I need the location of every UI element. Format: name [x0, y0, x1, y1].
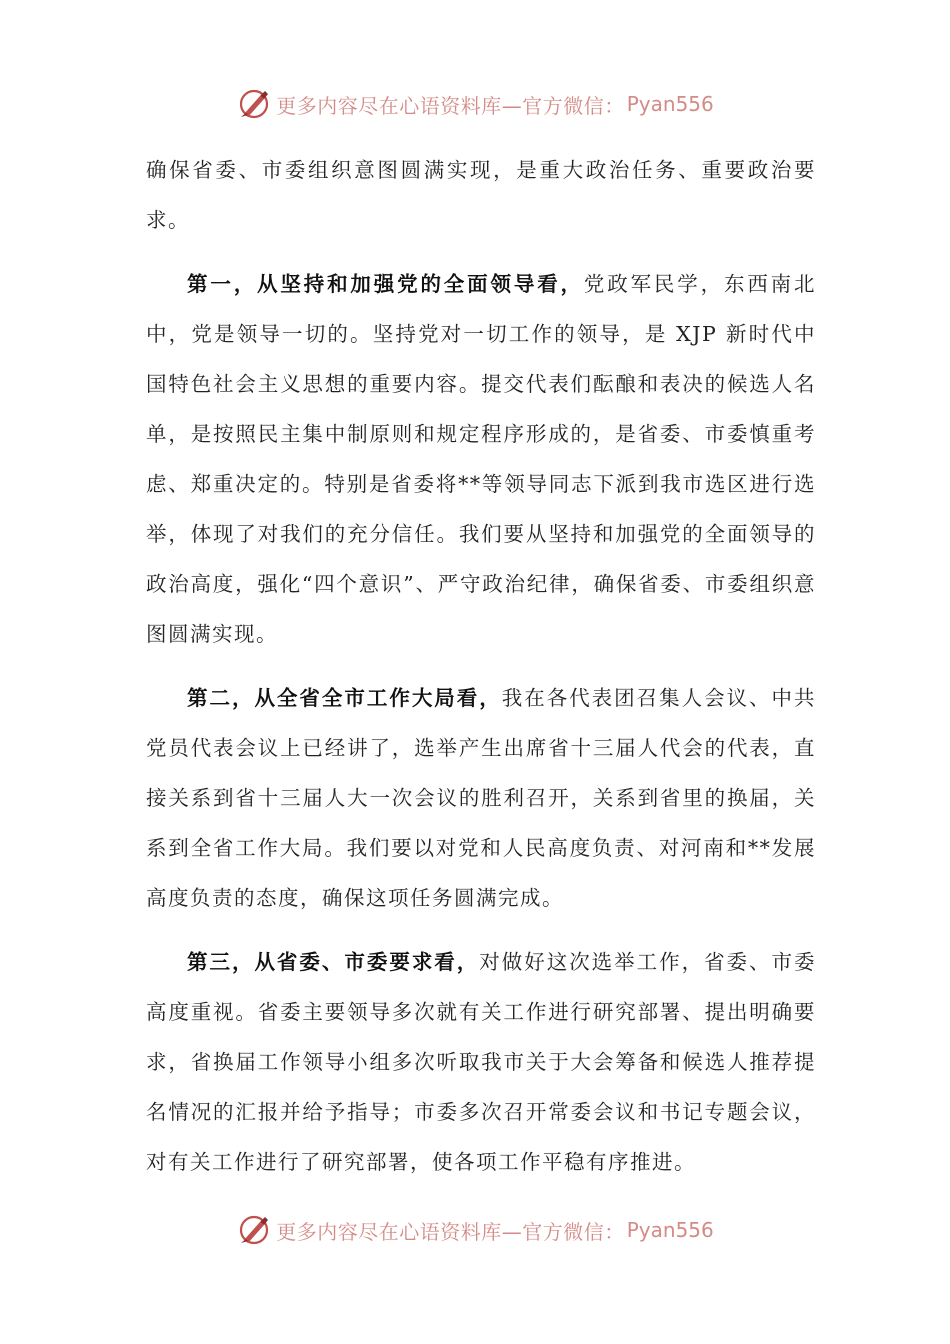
- wechat-id: Pyan556: [626, 92, 714, 116]
- banner-text: 更多内容尽在心语资料库—官方微信：: [276, 93, 625, 118]
- paragraph-intro: [146, 145, 816, 245]
- paragraph-third: [146, 937, 816, 1187]
- header-watermark-banner: [0, 84, 950, 124]
- paragraph-text: 党政军民学，东西南北中，党是领导一切的。坚持党对一切工作的领导，是 XJP 新时代中国特色社会主义思想的重要内容。提交代表们酝酿和表决的候选人名单，是按照民主集中制原则和规定程序形成的，是省委、市委慎重考虑、郑重决定的。特别是省委将**等领导同志下派到我市选区进行选举，体现了对我们的充分信任。我们要从坚持和加强党的全面领导的政治高度，强化“四个意识”、严守政治纪律，确保省委、市委组织意图圆满实现。: [146, 272, 817, 646]
- banner-text: 更多内容尽在心语资料库—官方微信：: [276, 1219, 625, 1244]
- paragraph-lead: 第二，从全省全市工作大局看，: [187, 686, 502, 710]
- paragraph-text: 对做好这次选举工作，省委、市委高度重视。省委主要领导多次就有关工作进行研究部署、提出明确要求，省换届工作领导小组多次听取我市关于大会筹备和候选人推荐提名情况的汇报并给予指导；市委多次召开常委会议和书记专题会议，对有关工作进行了研究部署，使各项工作平稳有序推进。: [146, 950, 817, 1174]
- paragraph-first: [146, 259, 816, 659]
- paragraph-lead: 第三，从省委、市委要求看，: [187, 950, 480, 974]
- document-body: [146, 145, 816, 1201]
- pen-logo-icon: [236, 1212, 272, 1248]
- paragraph-second: [146, 673, 816, 923]
- paragraph-text: 我在各代表团召集人会议、中共党员代表会议上已经讲了，选举产生出席省十三届人代会的代表，直接关系到省十三届人大一次会议的胜利召开，关系到省里的换届，关系到全省工作大局。我们要以对党和人民高度负责、对河南和**发展高度负责的态度，确保这项任务圆满完成。: [146, 686, 817, 910]
- paragraph-text: 确保省委、市委组织意图圆满实现，是重大政治任务、重要政治要求。: [146, 158, 816, 232]
- footer-watermark-banner: [0, 1210, 950, 1250]
- pen-logo-icon: [236, 86, 272, 122]
- wechat-id: Pyan556: [626, 1218, 714, 1242]
- paragraph-lead: 第一，从坚持和加强党的全面领导看，: [187, 272, 584, 296]
